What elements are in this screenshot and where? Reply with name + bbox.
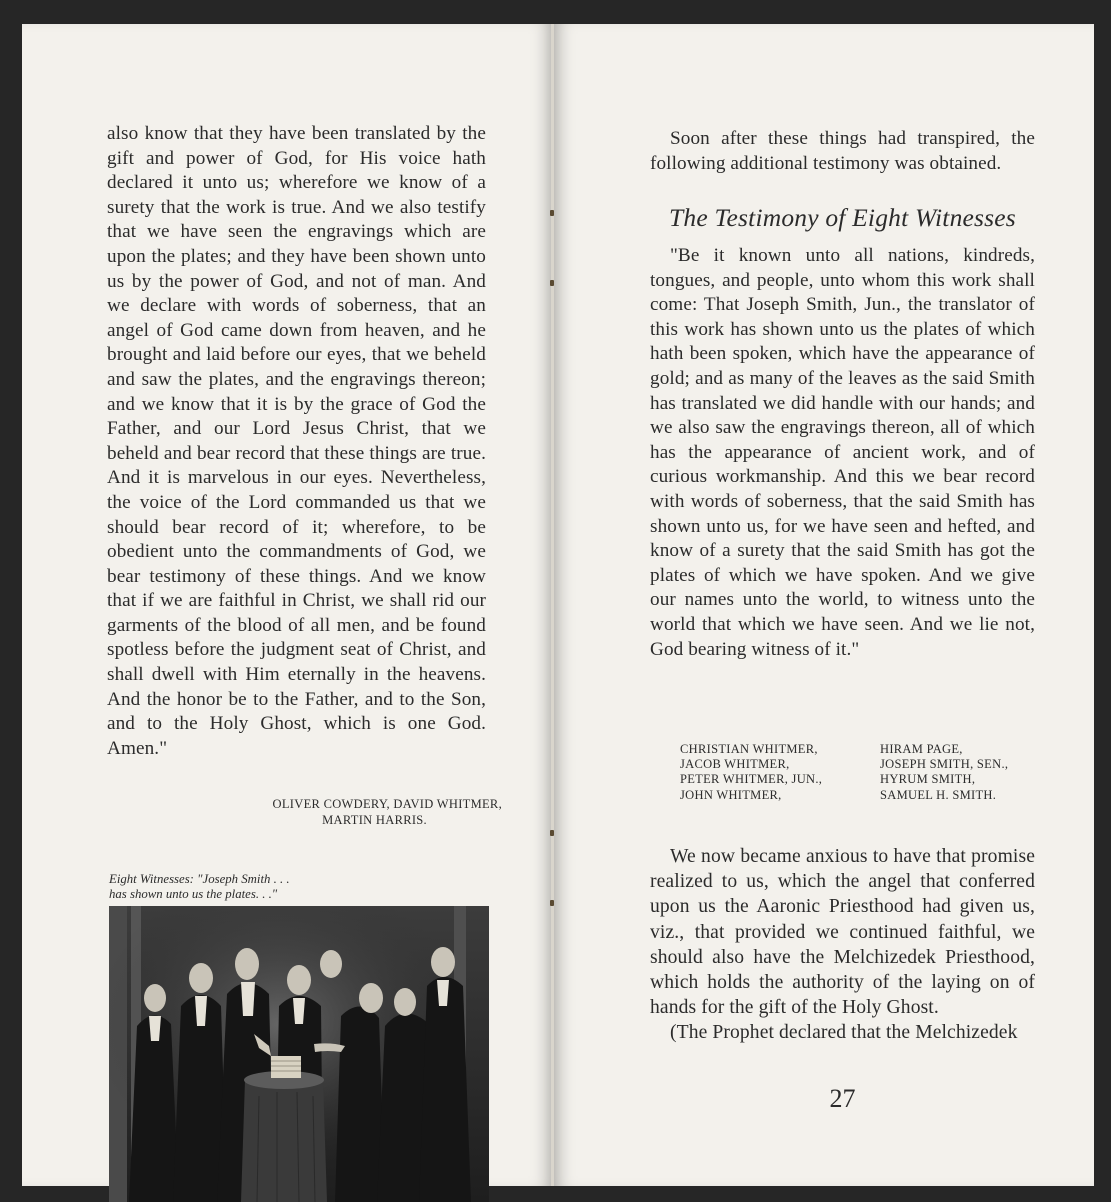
testimony-text: "Be it known unto all nations, kindreds, tongues, and people, unto whom this work shall come: That Joseph Smith, Jun., the translator of this work has shown unto us the plates of which hath been spoken, which have the appearance of gold; and as many of the leaves as the said Smith has translated we did handle with our hands; and we also saw the engravings thereon, all of which has the appearance of ancient work, and of curious workmanship. And this we bear record with words of soberness, that the said Smith has shown unto us, for we have seen and hefted, and know of a surety that the said Smith has got the plates of which we have spoken. And we give our names unto the world, to witness unto the world that which we have seen. And we lie not, God bearing witness of it." xyxy=(650,245,1035,660)
witness-name: HYRUM SMITH, xyxy=(880,772,976,787)
paragraph-3-text: (The Prophet declared that the Melchizedek xyxy=(670,1022,1018,1044)
witness-name: JOSEPH SMITH, SEN., xyxy=(880,757,1009,772)
left-page xyxy=(22,24,552,1186)
witness-name: HIRAM PAGE, xyxy=(880,742,963,756)
witness-column-right xyxy=(880,742,1008,803)
signature-line-1: OLIVER COWDERY, DAVID WHITMER, xyxy=(272,797,502,811)
witness-name: PETER WHITMER, JUN., xyxy=(680,772,823,787)
intro-paragraph xyxy=(650,127,1035,176)
caption-line-1: Eight Witnesses: "Joseph Smith . . . xyxy=(109,872,290,886)
signature-line-2: MARTIN HARRIS. xyxy=(322,813,427,827)
witness-column-left xyxy=(680,742,822,803)
witness-name: CHRISTIAN WHITMER, xyxy=(680,742,818,756)
page-number: 27 xyxy=(829,1084,856,1113)
priesthood-paragraph xyxy=(650,844,1035,1046)
left-body-text: also know that they have been translated by the gift and power of God, for His voice hath declared it unto us; wherefore we know of a surety that the work is true. And we also testify that we have seen the engravings which are upon the plates; and they have been shown unto us by the power of God, and not of man. And we declare with words of soberness, that an angel of God came down from heaven, and he brought and laid before our eyes, that we beheld and saw the plates, and the engravings thereon; and we know that it is by the grace of God the Father, and our Lord Jesus Christ, that we beheld and bear record that these things are true. And it is marvelous in our eyes. Nevertheless, the voice of the Lord commanded us that we should bear record of it; wherefore, to be obedient unto the commandments of God, we bear testimony of these things. And we know that if we are faithful in Christ, we shall rid our garments of the blood of all men, and be found spotless before the judgment seat of Christ, and shall dwell with Him eternally in the heavens. And the honor be to the Father, and to the Son, and to the Holy Ghost, which is one God. Amen." xyxy=(107,123,486,759)
testimony-paragraph xyxy=(650,244,1035,662)
eight-witnesses-illustration xyxy=(109,906,489,1202)
intro-text: Soon after these things had transpired, the following additional testimony was obtained. xyxy=(650,128,1035,174)
paragraph-2-text: We now became anxious to have that promise realized to us, which the angel that conferred upon us the Aaronic Priesthood had given us, viz., that provided we continued faithful, we should also have the Melchizedek Priesthood, which holds the authority of the laying on of hands for the gift of the Holy Ghost. xyxy=(650,846,1035,1019)
witness-name: JOHN WHITMER, xyxy=(680,787,782,802)
witness-name: SAMUEL H. SMITH. xyxy=(880,787,997,802)
caption-line-2: has shown unto us the plates. . ." xyxy=(109,887,278,901)
booklet-spread xyxy=(22,24,1094,1186)
right-page xyxy=(554,24,1094,1186)
section-heading: The Testimony of Eight Witnesses xyxy=(669,203,1016,232)
witness-name: JACOB WHITMER, xyxy=(680,757,790,772)
photo-caption xyxy=(109,872,409,902)
three-witnesses-signatures xyxy=(107,796,502,828)
